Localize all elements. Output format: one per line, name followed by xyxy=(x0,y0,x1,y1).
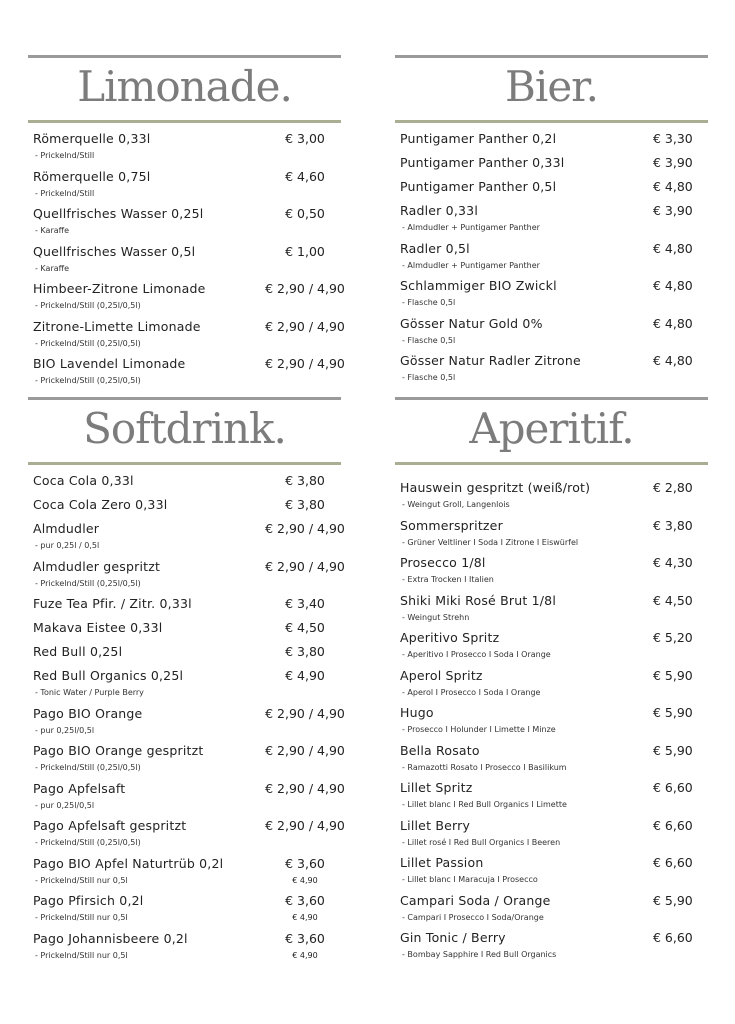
item-price: € 6,60 xyxy=(653,780,693,795)
menu-item xyxy=(33,129,363,163)
item-description: - Aperol I Prosecco I Soda I Orange xyxy=(402,687,541,697)
menu-item xyxy=(33,779,363,813)
menu-item xyxy=(400,853,730,887)
item-description: - Prickelnd/Still (0,25l/0,5l) xyxy=(35,338,141,348)
item-name: Pago BIO Apfel Naturtrüb 0,2l xyxy=(33,855,224,871)
item-name: Bella Rosato xyxy=(400,742,480,758)
item-name: Coca Cola 0,33l xyxy=(33,473,134,488)
item-price: € 4,80 xyxy=(653,240,693,256)
item-name: Quellfrisches Wasser 0,5l xyxy=(33,243,196,259)
menu-item xyxy=(400,478,730,512)
item-description: - Flasche 0,5l xyxy=(402,335,456,345)
item-description: - Prickelnd/Still xyxy=(35,188,95,198)
item-name: Almdudler xyxy=(33,521,100,536)
item-price: € 3,60 xyxy=(285,855,325,871)
item-price: € 4,50 xyxy=(653,592,693,608)
item-price: € 3,80 xyxy=(285,644,325,659)
menu-item xyxy=(400,666,730,700)
item-price: € 1,00 xyxy=(285,243,325,259)
item-price: € 3,90 xyxy=(653,155,693,170)
item-price: € 5,90 xyxy=(653,892,693,908)
item-name: Gin Tonic / Berry xyxy=(400,930,506,945)
menu-item xyxy=(33,618,363,638)
item-name: Römerquelle 0,33l xyxy=(33,131,151,146)
item-price: € 4,60 xyxy=(285,168,325,184)
item-description: - Prosecco I Holunder I Limette I Minze xyxy=(402,725,556,734)
item-price: € 4,80 xyxy=(653,278,693,293)
item-price: € 4,80 xyxy=(653,179,693,194)
item-price: € 2,90 / 4,90 xyxy=(265,521,345,536)
item-description: - Extra Trocken I Italien xyxy=(402,575,494,584)
item-price: € 4,50 xyxy=(285,620,325,635)
item-name: Campari Soda / Orange xyxy=(400,892,551,908)
item-description: - Lillet blanc I Maracuja I Prosecco xyxy=(402,875,538,884)
item-price: € 3,80 xyxy=(285,473,325,488)
item-price: € 5,20 xyxy=(653,630,693,645)
section-title: Softdrink. xyxy=(83,404,286,453)
item-description: - Weingut Groll, Langenlois xyxy=(402,500,510,509)
menu-item xyxy=(33,929,363,963)
menu-item xyxy=(400,201,730,235)
menu-item xyxy=(33,741,363,775)
item-price: € 3,60 xyxy=(285,930,325,946)
menu-item xyxy=(33,557,363,591)
item-price: € 5,90 xyxy=(653,742,693,758)
item-name: Pago Apfelsaft xyxy=(33,780,126,796)
menu-item xyxy=(33,891,363,925)
item-price: € 3,80 xyxy=(653,517,693,533)
menu-list xyxy=(400,478,730,966)
item-name: Puntigamer Panther 0,33l xyxy=(400,155,565,170)
menu-item xyxy=(400,778,730,812)
menu-item xyxy=(400,741,730,775)
menu-item xyxy=(33,242,363,276)
item-price: € 3,80 xyxy=(285,497,325,512)
item-price: € 6,60 xyxy=(653,855,693,870)
item-price: € 2,90 / 4,90 xyxy=(265,705,345,721)
item-price: € 2,90 / 4,90 xyxy=(265,743,345,758)
menu-item xyxy=(33,704,363,738)
item-name: Pago Pfirsich 0,2l xyxy=(33,893,144,908)
item-description: - Grüner Veltliner I Soda I Zitrone I Eiswürfel xyxy=(402,537,579,547)
item-description: - Karaffe xyxy=(35,263,70,273)
menu-item xyxy=(400,591,730,625)
item-price: € 3,30 xyxy=(653,131,693,146)
item-description: - Prickelnd/Still (0,25l/0,5l) xyxy=(35,301,141,310)
item-price: € 6,60 xyxy=(653,930,693,945)
item-price: € 2,90 / 4,90 xyxy=(265,318,345,334)
menu-item xyxy=(33,854,363,888)
item-description: - Almdudler + Puntigamer Panther xyxy=(402,223,540,232)
menu-list xyxy=(33,129,363,392)
menu-item xyxy=(33,317,363,351)
item-description: - pur 0,25l / 0,5l xyxy=(35,541,100,550)
menu-item xyxy=(400,153,730,173)
item-name: Makava Eistee 0,33l xyxy=(33,620,163,635)
item-description: - Campari I Prosecco I Soda/Orange xyxy=(402,912,544,922)
menu-item xyxy=(33,594,363,614)
item-price: € 4,90 xyxy=(285,668,325,683)
item-description: - Almdudler + Puntigamer Panther xyxy=(402,260,540,270)
item-price: € 3,40 xyxy=(285,596,325,611)
item-description: - Flasche 0,5l xyxy=(402,373,456,382)
item-name: Aperol Spritz xyxy=(400,667,483,683)
item-price: € 2,90 / 4,90 xyxy=(265,558,345,574)
item-description: - Aperitivo I Prosecco I Soda I Orange xyxy=(402,650,551,659)
menu-item xyxy=(400,239,730,273)
item-description: - Ramazotti Rosato I Prosecco I Basilikum xyxy=(402,762,567,772)
menu-item xyxy=(400,314,730,348)
item-name: Red Bull 0,25l xyxy=(33,644,123,659)
item-name: Puntigamer Panther 0,2l xyxy=(400,131,557,146)
item-description: - Prickelnd/Still xyxy=(35,151,95,160)
item-description: - Prickelnd/Still nur 0,5l xyxy=(35,913,128,922)
item-price: € 2,90 / 4,90 xyxy=(265,818,345,833)
item-price: € 4,80 xyxy=(653,315,693,331)
item-description: - Prickelnd/Still (0,25l/0,5l) xyxy=(35,838,141,847)
menu-item xyxy=(400,816,730,850)
item-price: € 3,60 xyxy=(285,893,325,908)
item-description: - Karaffe xyxy=(35,226,70,235)
menu-item xyxy=(33,279,363,313)
item-description: - Weingut Strehn xyxy=(402,612,470,622)
item-name: Sommerspritzer xyxy=(400,517,503,533)
item-name: Zitrone-Limette Limonade xyxy=(33,318,201,334)
menu-item xyxy=(33,167,363,201)
section-title: Bier. xyxy=(505,62,598,111)
item-price: € 6,60 xyxy=(653,817,693,833)
item-price: € 2,90 / 4,90 xyxy=(265,780,345,796)
menu-item xyxy=(33,666,363,700)
section-header xyxy=(395,397,708,465)
item-name: Lillet Berry xyxy=(400,817,471,833)
item-description: - Flasche 0,5l xyxy=(402,298,456,307)
item-name: Prosecco 1/8l xyxy=(400,555,486,570)
item-description: - Lillet blanc I Red Bull Organics I Limette xyxy=(402,800,567,809)
item-description: - Prickelnd/Still (0,25l/0,5l) xyxy=(35,578,141,588)
menu-item xyxy=(400,276,730,310)
item-name: Radler 0,33l xyxy=(400,203,478,218)
menu-item xyxy=(33,519,363,553)
item-description: - Prickelnd/Still nur 0,5l xyxy=(35,875,128,885)
item-name: Gösser Natur Radler Zitrone xyxy=(400,353,581,368)
item-price: € 2,90 / 4,90 xyxy=(265,281,345,296)
item-description: - Tonic Water / Purple Berry xyxy=(35,688,144,697)
menu-list xyxy=(400,129,730,389)
section-title: Aperitif. xyxy=(469,404,634,453)
menu-item xyxy=(400,628,730,662)
item-name: Aperitivo Spritz xyxy=(400,630,500,645)
item-price: € 5,90 xyxy=(653,667,693,683)
item-name: Pago Johannisbeere 0,2l xyxy=(33,930,188,946)
item-name: Fuze Tea Pfir. / Zitr. 0,33l xyxy=(33,596,192,611)
item-name: Red Bull Organics 0,25l xyxy=(33,668,184,683)
item-name: Lillet Spritz xyxy=(400,780,473,795)
item-name: Pago BIO Orange gespritzt xyxy=(33,743,204,758)
menu-item xyxy=(33,816,363,850)
item-description: - Prickelnd/Still nur 0,5l xyxy=(35,950,128,960)
section-header xyxy=(395,55,708,123)
item-name: Puntigamer Panther 0,5l xyxy=(400,179,557,194)
item-name: Römerquelle 0,75l xyxy=(33,168,151,184)
item-name: Shiki Miki Rosé Brut 1/8l xyxy=(400,592,557,608)
menu-item xyxy=(400,516,730,550)
menu-item xyxy=(400,129,730,149)
menu-item xyxy=(33,471,363,491)
menu-item xyxy=(400,891,730,925)
menu-item xyxy=(400,703,730,737)
section-aperitif xyxy=(395,397,708,959)
menu-item xyxy=(33,354,363,388)
item-price: € 3,90 xyxy=(653,203,693,218)
item-price: € 3,00 xyxy=(285,131,325,146)
item-subprice: € 4,90 xyxy=(292,950,318,960)
item-price: € 2,80 xyxy=(653,480,693,495)
menu-item xyxy=(400,928,730,962)
item-description: - pur 0,25l/0,5l xyxy=(35,725,95,735)
item-description: - Bombay Sapphire I Red Bull Organics xyxy=(402,950,557,959)
item-name: Schlammiger BIO Zwickl xyxy=(400,278,557,293)
section-header xyxy=(28,55,341,123)
section-softdrink xyxy=(28,397,345,960)
menu-item xyxy=(400,351,730,385)
item-price: € 0,50 xyxy=(285,206,325,221)
item-name: Pago BIO Orange xyxy=(33,705,143,721)
item-name: Gösser Natur Gold 0% xyxy=(400,315,543,331)
section-title: Limonade. xyxy=(77,62,292,111)
item-description: - Lillet rosé I Red Bull Organics I Beeren xyxy=(402,837,561,847)
item-subprice: € 4,90 xyxy=(292,875,318,885)
item-name: Pago Apfelsaft gespritzt xyxy=(33,818,187,833)
item-name: Hauswein gespritzt (weiß/rot) xyxy=(400,480,591,495)
item-description: - Prickelnd/Still (0,25l/0,5l) xyxy=(35,376,141,385)
item-subprice: € 4,90 xyxy=(292,913,318,922)
menu-item xyxy=(400,553,730,587)
item-name: Almdudler gespritzt xyxy=(33,558,161,574)
item-price: € 2,90 / 4,90 xyxy=(265,356,345,371)
menu-item xyxy=(400,177,730,197)
item-description: - pur 0,25l/0,5l xyxy=(35,800,95,810)
menu-list xyxy=(33,471,363,966)
item-name: Lillet Passion xyxy=(400,855,484,870)
item-name: Himbeer-Zitrone Limonade xyxy=(33,281,206,296)
section-bier xyxy=(395,55,708,382)
item-description: - Prickelnd/Still (0,25l/0,5l) xyxy=(35,763,141,772)
section-header xyxy=(28,397,341,465)
menu-item xyxy=(33,204,363,238)
item-name: Hugo xyxy=(400,705,434,720)
item-name: BIO Lavendel Limonade xyxy=(33,356,186,371)
item-price: € 5,90 xyxy=(653,705,693,720)
item-name: Radler 0,5l xyxy=(400,240,470,256)
item-name: Coca Cola Zero 0,33l xyxy=(33,497,168,512)
menu-item xyxy=(33,495,363,515)
item-name: Quellfrisches Wasser 0,25l xyxy=(33,206,204,221)
section-limonade xyxy=(28,55,345,385)
menu-item xyxy=(33,642,363,662)
item-price: € 4,30 xyxy=(653,555,693,570)
item-price: € 4,80 xyxy=(653,353,693,368)
